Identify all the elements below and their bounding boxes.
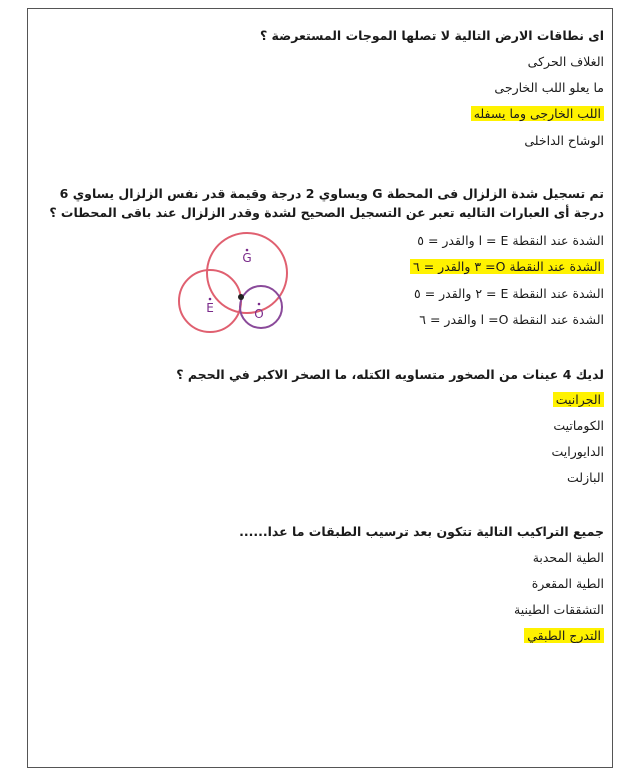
label-e: E (206, 301, 214, 315)
label-o: O (254, 307, 264, 321)
q2-option-2 (410, 258, 604, 276)
q2-option-4: الشدة عند النقطة O= ا والقدر = ٦ (419, 312, 604, 327)
q2-option-1: الشدة عند النقطة E = ا والقدر = ٥ (417, 233, 604, 248)
q2-question: تم تسجيل شدة الزلزال فى المحطة G ويساوي 2 درجة وقيمة قدر نفس الزلزال يساوي 6 درجة أى العبارات التاليه تعبر عن التسجيل الصحيح لشدة وقدر الزلزال عند باقى المحطات ؟ (49, 186, 604, 220)
q3-option-1 (553, 391, 604, 409)
q1-question: اى نطاقات الارض التالية لا تصلها الموجات المستعرضة ؟ (259, 28, 604, 43)
label-o-dot (258, 303, 261, 306)
q3-option-4: البازلت (567, 470, 604, 485)
q2-option-3: الشدة عند النقطة E = ٢ والقدر = ٥ (414, 286, 604, 301)
q1-option-3 (471, 105, 604, 123)
circle-g (207, 233, 287, 313)
q3-option-3: الدايورايت (551, 444, 604, 459)
q4-option-3: التشققات الطينية (514, 602, 604, 617)
label-g: G (242, 251, 252, 265)
q4-answer-highlight: التدرج الطبقي (524, 628, 604, 643)
label-g-dot (246, 249, 249, 252)
q4-option-4 (524, 627, 604, 645)
intersection-point (238, 294, 244, 300)
q2-answer-highlight: الشدة عند النقطة O= ٣ والقدر = ٦ (410, 259, 604, 274)
q3-option-2: الكوماتيت (553, 418, 604, 433)
q1-option-1: الغلاف الحركى (527, 54, 604, 69)
q4-option-2: الطية المقعرة (531, 576, 604, 591)
label-e-dot (209, 298, 212, 301)
q3-answer-highlight: الجرانيت (553, 392, 604, 407)
epicenter-circles-diagram (170, 228, 300, 338)
q3-question: لديك 4 عينات من الصخور متساويه الكتله، ما الصخر الاكبر في الحجم ؟ (176, 367, 604, 382)
q1-option-2: ما يعلو اللب الخارجى (494, 80, 604, 95)
q4-question: جميع التراكيب التالية تتكون بعد ترسيب الطبقات ما عدا...... (239, 524, 604, 539)
q1-answer-highlight: اللب الخارجى وما يسفله (471, 106, 604, 121)
q4-option-1: الطية المحدبة (532, 550, 604, 565)
q1-option-4: الوشاح الداخلى (524, 133, 604, 148)
